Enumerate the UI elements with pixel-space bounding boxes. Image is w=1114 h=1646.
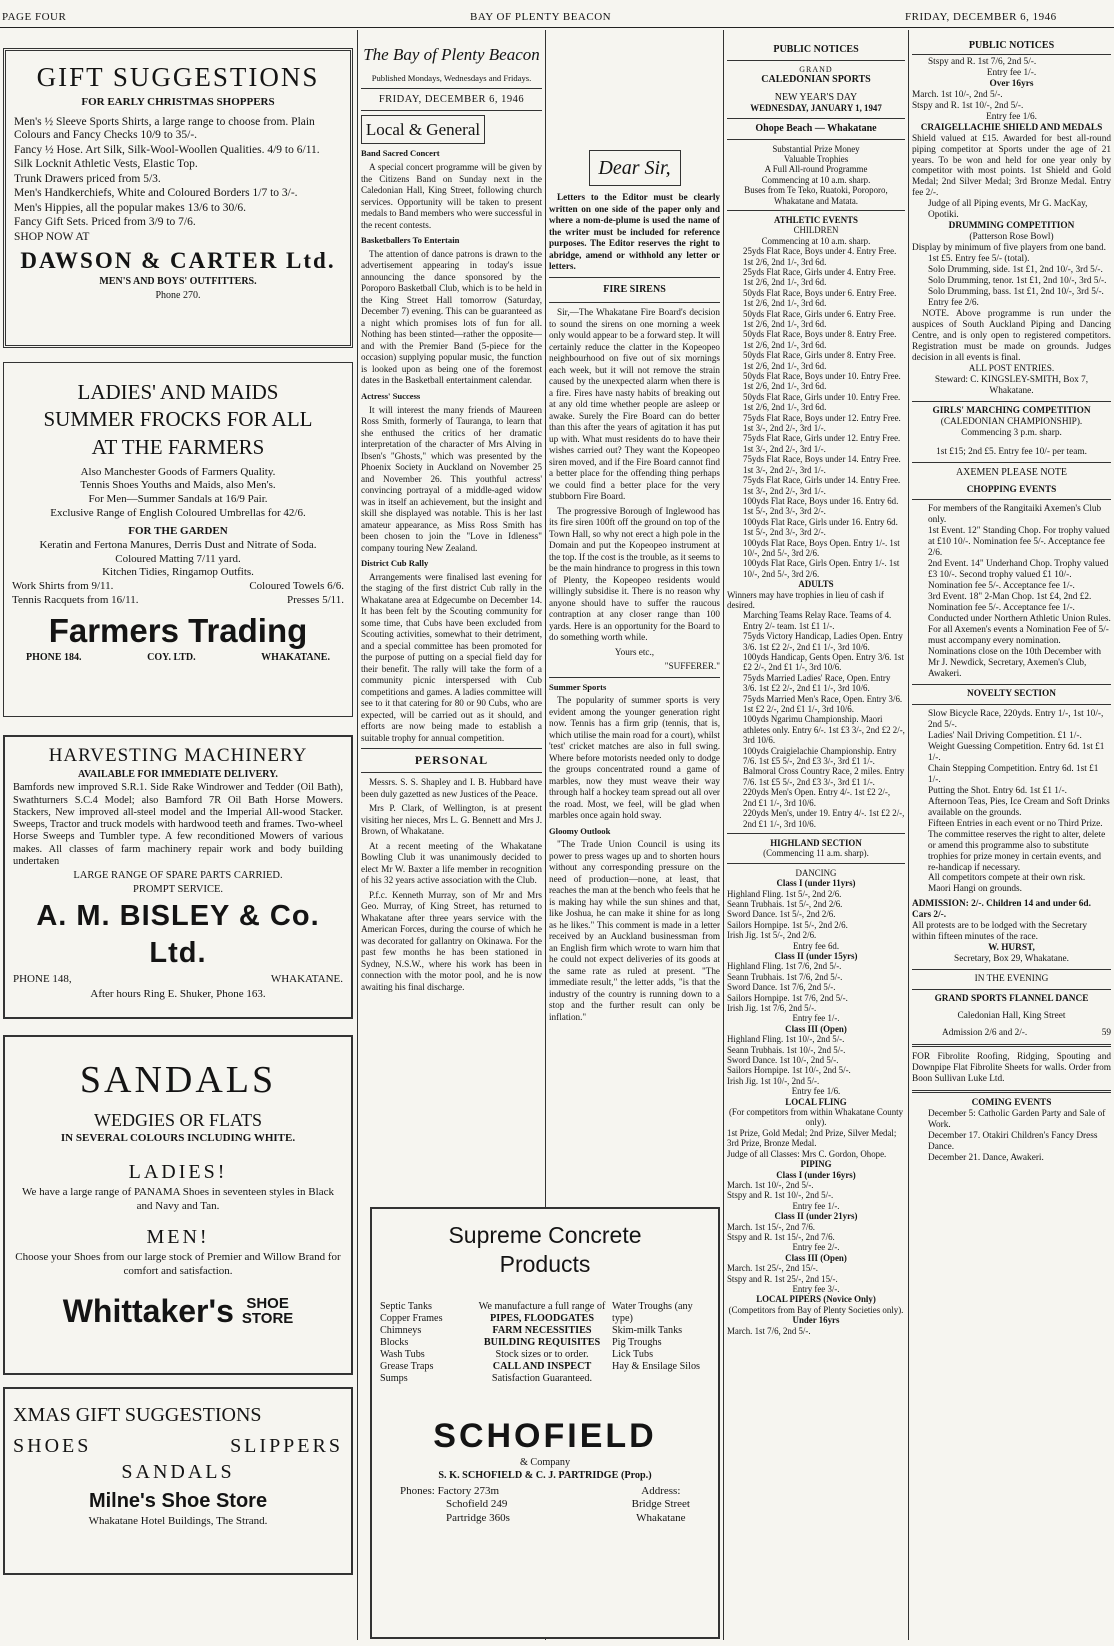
ad-line: Work Shirts from 9/11. [12, 579, 114, 592]
event-line: 50yds Flat Race, Girls under 6. Entry Free. 1st 2/6, 2nd 1/-, 3rd 6d. [743, 308, 896, 330]
section-title: PUBLIC NOTICES [773, 44, 859, 55]
page-header [0, 0, 1114, 28]
event-line: 75yds Married Men's Race, Open. Entry 3/6. 1st £2 2/-, 2nd £1 1/-, 3rd 10/6. [743, 693, 903, 715]
ad-line: PROMPT SERVICE. [133, 884, 223, 896]
ad-firm-sub: MEN'S AND BOYS' OUTFITTERS. [99, 276, 257, 288]
ad-address: Whakatane Hotel Buildings, The Strand. [88, 1515, 268, 1527]
article-heading: Band Sacred Concert [361, 148, 440, 159]
event-line: (For competitors from within Whakatane County only). [728, 1107, 904, 1128]
event-line: Sailors Hornpipe. 1st 7/6, 2nd 5/-. [727, 992, 848, 1003]
article-body: Arrangements were finalised last evening for the staging of the first district Cub rally in the Whakatane area at Edgecumbe on December 14. It has been felt by the Scouting community for some time, that Cubs have been excluded from Scouting activities, somewhat to their detriment, and a special committee has been promoted for the purpose of putting on a special field day for their benefit. The rally will take the form of a community picnic interspersed with Cub competitions and games. A ladies committee will see to it that catering for 80 or 90 Cubs, who are expected, will be carried out as it should, and efforts are now being made to establish a suitable trophy for annual competition. [361, 571, 542, 743]
event-line: Entry fee 6d. [792, 940, 840, 951]
section-title: Local & General [365, 120, 481, 140]
letters-policy: Letters to the Editor must be clearly written on one side of the paper only and where a nom-de-plume is used the name of the writer must be included for reference purposes. The Editor reserves the right to abridge, amend or withhold any letter or letters. [549, 192, 720, 271]
ad-item: Stock sizes or to order. [495, 1348, 589, 1360]
ad-line: SHOP NOW AT [14, 231, 90, 243]
article-body: It will interest the many friends of Maureen Ross Smith, formerly of Tauranga, to learn that she enthused the critics of her dramatic interpretation of the character of Mrs Alving in Ibsen's "Ghosts," which was presented by the Phoenix Society in Auckland on November 25 and November 26. This youthful actress' convincing portrayal of a middle-aged widow was in itself an achievement, but the insight and skill she displayed was notable. This is her last amateur appearance, as Miss Ross Smith has been chosen to join the "Love in Idleness" company touring New Zealand. [361, 404, 542, 553]
notice-line: Commencing at 10 a.m. sharp. [761, 235, 871, 246]
event-line: 3rd Event. 18" 2-Man Chop. 1st £4, 2nd £2. Nomination fee 5/-. Acceptance fee 1/-. [928, 592, 1092, 614]
notice-subhead: NOVELTY SECTION [967, 688, 1056, 699]
notice-line: All protests are to be lodged with the Secretary within fifteen minutes of the race. [912, 921, 1088, 943]
event-line: March. 1st 10/-, 2nd 5/-. [912, 89, 1003, 100]
event-line: Entry fee 3/-. [792, 1283, 840, 1294]
ad-town: WHAKATANE. [261, 652, 330, 664]
notice-line: (CALEDONIAN CHAMPIONSHIP). [940, 416, 1083, 427]
ad-list [14, 116, 342, 245]
notice-line: A Full All-round Programme [764, 164, 868, 175]
ad-item: Pig Troughs [612, 1336, 662, 1348]
issue-date-line: FRIDAY, DECEMBER 6, 1946 [378, 93, 525, 105]
letter-signoff: Yours etc., [614, 646, 655, 657]
class-heading: Over 16yrs [989, 78, 1034, 89]
event-line: Seann Trubhais. 1st 7/6, 2nd 5/-. [727, 971, 843, 982]
notice-line: GRAND [799, 64, 833, 74]
ad-line: For Men—Summer Sandals at 16/9 Pair. [88, 493, 268, 506]
section-title: PERSONAL [414, 753, 489, 768]
ad-heading: LADIES! [128, 1160, 228, 1183]
event-line: Seann Trubhais. 1st 10/-, 2nd 5/-. [727, 1044, 846, 1055]
notice-line: Buses from Te Teko, Ruatoki, Poroporo, Whakatane and Matata. [744, 185, 888, 206]
notice-line: Steward: C. KINGSLEY-SMITH, Box 7, Whakatane. [934, 374, 1089, 396]
ad-whittaker [3, 1035, 353, 1375]
ad-address: Whakatane [636, 1512, 686, 1525]
event-line: 2nd Event. 14" Underhand Chop. Trophy valued £3 10/-. Second trophy valued £1 10/-. Nomination fee 5/-. Acceptance fee 1/-. [928, 559, 1109, 592]
ad-title: SUMMER FROCKS FOR ALL [43, 407, 313, 432]
event-line: 1st Event. 12" Standing Chop. For trophy valued at £10 10/-. Nomination fee 5/-. Acceptance fee 2/6. [928, 526, 1110, 559]
public-notices-column [727, 44, 905, 1644]
notice-subhead: LOCAL PIPERS (Novice Only) [756, 1294, 876, 1305]
ad-subhead: FOR THE GARDEN [128, 525, 228, 538]
ad-line: IN SEVERAL COLOURS INCLUDING WHITE. [60, 1132, 296, 1144]
event-line: Ladies' Nail Driving Competition. £1 1/-. [928, 730, 1082, 741]
ad-firm: A. M. BISLEY & Co. Ltd. [36, 900, 320, 969]
event-line: Sailors Hornpipe. 1st 5/-, 2nd 2/6. [727, 919, 848, 930]
ad-address: Address: [641, 1484, 681, 1497]
ad-line: We have a large range of PANAMA Shoes in seventeen styles in Black and Navy and Tan. [22, 1185, 334, 1212]
event-line: All competitors compete at their own risk. [928, 873, 1086, 884]
column-rule [723, 30, 724, 1640]
event-line: March. 1st 15/-, 2nd 7/6. [727, 1221, 816, 1232]
class-heading: Class III (Open) [785, 1023, 847, 1034]
notice-subhead: LOCAL FLING [785, 1096, 847, 1107]
ad-item: CALL AND INSPECT [492, 1360, 592, 1372]
advertisement-column [3, 48, 353, 1643]
event-line: Highland Fling. 1st 5/-, 2nd 2/6. [727, 888, 842, 899]
event-line: Entry fee 1/-. [792, 1200, 840, 1211]
ad-item: Hay & Ensilage Silos [612, 1360, 701, 1372]
event-line: Conducted under Northern Athletic Union Rules. [928, 614, 1111, 625]
event-line: Solo Drumming, bass. 1st £1, 2nd 10/-, 3rd 5/-. Entry fee 2/6. [928, 287, 1104, 309]
notice-line: NEW YEAR'S DAY [774, 91, 858, 103]
ad-item: Water Troughs (any type) [612, 1300, 693, 1324]
ad-milne [3, 1387, 353, 1575]
event-line: 100yds Flat Race, Boys under 16. Entry 6d. 1st 5/-, 2nd 3/-, 3rd 2/-. [743, 495, 899, 517]
ad-line: Fancy Gift Sets. Priced from 3/9 to 7/6. [14, 216, 196, 229]
article-heading: Summer Sports [549, 681, 607, 692]
event-line: Irish Jig. 1st 10/-, 2nd 5/-. [727, 1075, 820, 1086]
event-line: Stspy and R. 1st 15/-, 2nd 7/6. [727, 1231, 835, 1242]
ad-firm: DAWSON & CARTER Ltd. [20, 247, 336, 273]
article-body: The popularity of summer sports is very evident among the younger generation right now. Tennis has a firm grip (tennis, that is, which utilise the main road for a court), whilst 'test' cricket matches are also in full swing. Where before motorists needed only to dodge the groups concentrated round a game of marbles, now they must weave their way through half a hockey team spread out all over the road. Most, we feel, will be glad when marbles once again hold sway. [549, 695, 720, 821]
event-line: 1st Prize, Gold Medal; 2nd Prize, Silver Medal; 3rd Prize, Bronze Medal. [727, 1127, 897, 1149]
ad-dawson-carter [3, 48, 353, 348]
event-line: Highland Fling. 1st 7/6, 2nd 5/-. [727, 961, 842, 972]
event-line: Sword Dance. 1st 10/-, 2nd 5/-. [727, 1055, 839, 1066]
class-heading: Class I (under 11yrs) [776, 878, 856, 889]
notice-line: Caledonian Hall, King Street [957, 1011, 1066, 1022]
ad-phone: Schofield 249 [446, 1498, 508, 1511]
notice-number: 59 [1101, 1028, 1111, 1039]
notice-line: (Patterson Rose Bowl) [969, 232, 1054, 243]
ad-title: GIFT SUGGESTIONS [36, 62, 320, 92]
notice-body: FOR Fibrolite Roofing, Ridging, Spouting and Downpipe Flat Fibrolite Sheets for walls. Order from Boon Sullivan Luke Ltd. [912, 1052, 1111, 1085]
notice-subhead: DRUMMING COMPETITION [948, 221, 1075, 232]
notice-line: IN THE EVENING [974, 974, 1049, 985]
class-heading: Class II (under 15yrs) [774, 950, 858, 961]
event-line: Entry fee 1/-. [792, 1013, 840, 1024]
letter-body: Sir,—The Whakatane Fire Board's decision to sound the sirens on one morning a week only would appear to be a forward step. It will certainly reduce the clatter in the Kopeopeo neighbourhood on five out of six mornings each week, but it will not remove the strain caused by the unexpected alarm when there is a fire. Fires have nasty habits of breaking out at any old time whether people are asleep or awake. Surely the Fire Board can do better than this after the years of agitation it has put up with. What must residents do to have their wishes carried out? They want the Kopeopeo siren moved, and if the Fire Board cannot find a better place for the offending thing perhaps we could find a better place for the very stubborn Fire Board. [549, 307, 720, 501]
ad-item: BUILDING REQUISITES [483, 1336, 601, 1348]
ad-item: Sumps [380, 1372, 408, 1384]
ad-proprietors: S. K. SCHOFIELD & C. J. PARTRIDGE (Prop.) [438, 1469, 652, 1481]
event-line: Stspy and R. 1st 7/6, 2nd 5/-. [928, 56, 1037, 67]
event-line: 25yds Flat Race, Boys under 4. Entry Free. 1st 2/6, 2nd 1/-, 3rd 6d. [743, 246, 897, 267]
notice-line: Valuable Trophies [783, 153, 849, 164]
notice-subhead: CRAIGELLACHIE SHIELD AND MEDALS [920, 122, 1103, 133]
ad-phone: PHONE 148, [13, 972, 72, 985]
ad-line: Exclusive Range of English Coloured Umbrellas for 42/6. [50, 506, 306, 519]
ad-item: FARM NECESSITIES [492, 1324, 592, 1336]
ad-item: Wash Tubs [380, 1348, 425, 1360]
event-line: For members of the Rangitaiki Axemen's Club only. [928, 504, 1102, 526]
notice-line: Admission 2/6 and 2/-. [942, 1028, 1028, 1039]
article-body: P.f.c. Kenneth Murray, son of Mr and Mrs Geo. Murray, of King Street, has returned to Whakatane after three years service with the American Forces, during the course of which he was decorated for gallantry on Okinawa. For the past few months he has been stationed in Sydney, N.S.W., where his work has been in connection with the motor pool, and he is now awaiting his final discharge. [361, 889, 542, 992]
article-body: The attention of dance patrons is drawn to the advertisement appearing in today's issue announcing the dance sponsored by the Poroporo Basketball Club, which is to be held in the King Street Hall tomorrow (Saturday, December 7) evening. This can be guaranteed as a night which promises lots of fun for all. Nothing has been stinted—rather the opposite—and with the Premier Band (5-piece for the occasion) supplying popular music, the function is looked upon as being one of the foremost dates in the Basketball entertainment calendar. [361, 248, 542, 386]
event-line: Entry fee 1/6. [986, 111, 1037, 122]
ad-subtitle: WEDGIES OR FLATS [93, 1109, 262, 1130]
event-line: 100yds Flat Race, Girls Open. Entry 1/-. 1st 10/-, 2nd 5/-, 3rd 2/6. [743, 558, 900, 579]
event-line: Stspy and R. 1st 10/-, 2nd 5/-. [727, 1190, 834, 1201]
event-line: Seann Trubhais. 1st 5/-, 2nd 2/6. [727, 898, 843, 909]
ad-title: AT THE FARMERS [91, 434, 265, 459]
article-heading: Gloomy Outlook [549, 825, 611, 836]
notice-date: WEDNESDAY, JANUARY 1, 1947 [750, 103, 882, 114]
event-line: Sword Dance. 1st 7/6, 2nd 5/-. [727, 982, 836, 993]
dear-sir-heading: Dear Sir, [598, 156, 671, 179]
ad-line: Tennis Racquets from 16/11. [12, 593, 139, 606]
ad-line: Trunk Drawers priced from 5/3. [14, 172, 161, 185]
event-line: Slow Bicycle Race, 220yds. Entry 1/-, 1st 10/-, 2nd 5/-. [928, 708, 1104, 730]
masthead: The Bay of Plenty Beacon [363, 45, 540, 64]
class-heading: Class I (under 16yrs) [776, 1169, 856, 1180]
notice-line: Commencing at 10 a.m. sharp. [761, 174, 871, 185]
event-line: 100yds Handicap, Gents Open. Entry 3/6. 1st £2 2/-, 2nd £1 1/-, 3rd 10/6. [743, 652, 904, 673]
event-line: 75yds Flat Race, Girls under 12. Entry Free. 1st 3/-, 2nd 2/-, 3rd 1/-. [743, 433, 901, 454]
article-body: "The Trade Union Council is using its power to press wages up and to shorten hours without any corresponding pressure on the need of production—none, at least, that reaches the man at the bench who feels that he is making hay while the sun shines and that, like Joshua, he can make it shine for as long as he likes." This comment is made in a letter received by an Auckland businessman from an English firm which wrote to warn him that he could not expect deliveries of its goods at the same rate as ruled at present. "The immediate result," the letter adds, "is that the industry of the country is running down to a stop and the further result can only be inflation." [549, 839, 720, 1022]
ad-phone: Phone 270. [155, 289, 201, 301]
event-line: December 5: Catholic Garden Party and Sale of Work. [928, 1108, 1106, 1130]
notice-line: Commencing 3 p.m. sharp. [961, 427, 1062, 438]
ad-line: Coloured Towels 6/6. [249, 579, 344, 592]
letter-body: The progressive Borough of Inglewood has its fire siren 100ft off the ground on top of the Town Hall, so why not erect a high pole in the Domain and put the Kopeopeo instrument at the top. If the cost is the trouble, as it seems to be the main hindrance to progress in this town of Plenty, the Kopeopeo residents would willingly subsidise it. There is no reason why anyone should have to suffer the raucous contraption at any closer range than 100 yards. Here is an opportunity for the Board to do something worth while. [549, 505, 720, 642]
publication-days: Published Mondays, Wednesdays and Fridays. [371, 73, 532, 84]
event-line: Marching Teams Relay Race. Teams of 4. Entry 2/- team. 1st £1 1/-. [743, 610, 892, 631]
ad-line: Silk Locknit Athletic Vests, Elastic Top. [14, 158, 198, 171]
ad-item: Septic Tanks [380, 1300, 433, 1312]
event-line: Maori Hangi on grounds. [928, 884, 1022, 895]
event-line: 100yds Flat Race, Boys Open. Entry 1/-. 1st 10/-, 2nd 5/-, 3rd 2/6. [743, 537, 900, 558]
ad-phone: Partridge 360s [446, 1512, 510, 1525]
article-body: Messrs. S. S. Shapley and I. B. Hubbard have been duly gazetted as new Justices of the Peace. [361, 777, 542, 799]
ad-bisley [3, 735, 353, 1019]
notice-location: Ohope Beach — Whakatane [755, 122, 877, 134]
event-line: December 21. Dance, Awakeri. [928, 1152, 1044, 1163]
event-line: March. 1st 10/-, 2nd 5/-. [727, 1179, 814, 1190]
column-rule [357, 30, 358, 1640]
ad-item: Chimneys [380, 1324, 422, 1336]
ad-title: SANDALS [79, 1059, 277, 1101]
notice-line: Winners may have trophies in lieu of cash if desired. [727, 589, 884, 610]
event-line: 220yds Men's, under 19. Entry 4/-. 1st £2 2/-, 2nd £1 1/-, 3rd 10/6. [743, 808, 905, 829]
notice-title: CALEDONIAN SPORTS [761, 74, 871, 86]
event-line: Weight Guessing Competition. Entry 6d. 1st £1 1/-. [928, 741, 1105, 763]
event-line: Entry fee 1/-. [986, 67, 1037, 78]
letter-heading: FIRE SIRENS [603, 283, 666, 295]
ad-line: Choose your Shoes from our large stock of Premier and Willow Brand for comfort and satisfaction. [15, 1251, 341, 1277]
event-line: 75yds Married Ladies' Race, Open. Entry 3/6. 1st £2 2/-, 2nd £1 1/-, 3rd 10/6. [743, 672, 891, 694]
event-line: 220yds Men's Open. Entry 4/-. 1st £2 2/-, 2nd £1 1/-, 3rd 10/6. [743, 787, 891, 808]
event-line: 50yds Flat Race, Boys under 8. Entry Free. 1st 2/6, 2nd 1/-, 3rd 6d. [743, 329, 897, 350]
event-line: (Competitors from Bay of Plenty Societies only). [728, 1304, 904, 1315]
ad-address: Bridge Street [631, 1498, 690, 1511]
ad-title: XMAS GIFT SUGGESTIONS [13, 1404, 262, 1426]
article-body: A special concert programme will be given by the Citizens Band on Sunday next in the Caledonian Hall, King Street, following church services. Opportunity will be taken to present medals to Band members who were successful in the recent contests. [361, 162, 542, 230]
notice-subhead: PIPING [800, 1159, 832, 1170]
event-line: Entry fee 1/6. [791, 1086, 841, 1097]
event-line: 50yds Flat Race, Boys under 10. Entry Free. 1st 2/6, 2nd 1/-, 3rd 6d. [743, 371, 901, 392]
notice-line: Substantial Prize Money [772, 143, 860, 154]
ad-line: SHOES [13, 1435, 92, 1457]
ad-firm-sub: & Company [519, 1457, 571, 1469]
ad-town: WHAKATANE. [270, 972, 343, 985]
event-line: 75yds Flat Race, Girls under 14. Entry Free. 1st 3/-, 2nd 2/-, 3rd 1/-. [743, 475, 901, 496]
letters-column [549, 150, 720, 1200]
ad-line: Coloured Matting 7/11 yard. [115, 552, 241, 565]
ad-item: Copper Frames [380, 1312, 443, 1324]
event-line: Sword Dance. 1st 5/-, 2nd 2/6. [727, 909, 836, 920]
event-line: Afternoon Teas, Pies, Ice Cream and Soft Drinks available on the grounds. [928, 796, 1110, 818]
letter-signature: "SUFFERER." [664, 661, 720, 671]
event-line: 50yds Flat Race, Boys under 6. Entry Free. 1st 2/6, 2nd 1/-, 3rd 6d. [743, 287, 897, 309]
event-line: Balmoral Cross Country Race, 2 miles. Entry 7/6. 1st £5 5/-, 2nd £3 3/-, 3rd £1 1/-. [743, 766, 905, 787]
ad-farmers [3, 362, 353, 717]
event-line: 50yds Flat Race, Girls under 8. Entry Free. 1st 2/6, 2nd 1/-, 3rd 6d. [743, 350, 896, 371]
ad-title: HARVESTING MACHINERY [48, 745, 308, 766]
page-number: PAGE FOUR [2, 11, 67, 23]
event-line: December 17. Otakiri Children's Fancy Dress Dance. [928, 1130, 1098, 1152]
ad-line: After hours Ring E. Shuker, Phone 163. [90, 987, 266, 1000]
ad-line: Kitchen Tidies, Ringamop Outfits. [102, 566, 254, 579]
notice-subhead: COMING EVENTS [971, 1098, 1052, 1108]
ad-title: Supreme Concrete [448, 1222, 642, 1248]
event-line: Judge of all Classes: Mrs C. Gordon, Ohope. [727, 1148, 887, 1159]
event-line: Putting the Shot. Entry 6d. 1st £1 1/-. [928, 785, 1067, 796]
ad-heading: MEN! [146, 1226, 210, 1249]
issue-date: FRIDAY, DECEMBER 6, 1946 [905, 11, 1057, 23]
event-line: Solo Drumming, side. 1st £1, 2nd 10/-, 3rd 5/-. [928, 265, 1103, 276]
article-body: Mrs P. Clark, of Wellington, is at present visiting her nieces, Mrs L. G. Bennett and Mrs J. Brown, of Whakatane. [361, 803, 542, 837]
ad-line: Men's Hippies, all the popular makes 13/6 to 30/6. [14, 201, 247, 214]
article-heading: District Cub Rally [361, 558, 429, 569]
event-line: 25yds Flat Race, Girls under 4. Entry Free. 1st 2/6, 2nd 1/-, 3rd 6d. [743, 266, 896, 288]
section-title: PUBLIC NOTICES [968, 40, 1055, 51]
ad-item: Skim-milk Tanks [612, 1324, 683, 1336]
notice-signature: W. HURST, [988, 943, 1035, 954]
event-line: 100yds Ngarimu Championship. Maori athletes only. Entry 6/-. 1st £3 3/-, 2nd £2 2/-, 3rd 10/6. [743, 714, 905, 746]
notice-line: Judge of all Piping events, Mr G. MacKay, Opotiki. [928, 199, 1088, 221]
public-notices-column-2 [912, 40, 1111, 1643]
ad-line: Tennis Shoes Youths and Maids, also Men's. [80, 479, 276, 492]
ad-body: Bamfords new improved S.R.1. Side Rake Windrower and Tedder (Oil Bath), Swathturners S.C.4 Model; also Bamford 7R Oil Bath Horse Mowers. Stackers, New improved all-steel model and the Imperial All-wood Stacker. Sweeps, Tractor and truck models with hardwood teeth and frames. Two-wheel Horse Sweeps and Tumbler type. A few reconditioned Mowers of various makes. All classes of farm machinery repair work and body building undertaken [13, 782, 343, 867]
event-line: Sailors Hornpipe. 1st 10/-, 2nd 5/-. [727, 1065, 851, 1076]
ad-line: Presses 5/11. [286, 593, 344, 606]
ad-item: Lick Tubs [612, 1348, 654, 1360]
notice-body: NOTE. Above programme is run under the auspices of South Auckland Piping and Dancing Centre, and is only open to registered competitors. Registration must be made on grounds. Judges decision in all events is final. [912, 309, 1111, 363]
ad-firm: Milne's Shoe Store [88, 1490, 268, 1512]
ad-schofield-concrete [370, 1207, 720, 1639]
event-line: Irish Jig. 1st 5/-, 2nd 2/6. [727, 930, 817, 941]
event-line: Irish Jig. 1st 7/6, 2nd 5/-. [727, 1003, 817, 1014]
ad-firm-sub: STORE [241, 1309, 294, 1327]
ad-line: SANDALS [121, 1461, 235, 1483]
notice-body: Shield valued at £15. Awarded for best all-round piping competitor at Sports under the age of 21 years. To be won and held for one year only by competitor with most points. 1st Shield and Gold Medal; 2nd Silver Medal; 3rd Bronze Medal. Entry fee 2/-. [912, 133, 1111, 199]
notice-line: (Commencing 11 a.m. sharp). [763, 848, 869, 859]
ad-coy: COY. LTD. [147, 652, 196, 664]
ad-item: Blocks [380, 1336, 409, 1348]
ad-line: Keratin and Fertona Manures, Derris Dust and Nitrate of Soda. [39, 538, 317, 551]
event-line: March. 1st 25/-, 2nd 15/-. [727, 1263, 818, 1274]
ad-item: Grease Traps [380, 1360, 434, 1372]
notice-line: Secretary, Box 29, Whakatane. [954, 954, 1069, 965]
event-line: Entry fee 2/-. [792, 1242, 840, 1253]
event-line: 75yds Flat Race, Boys under 12. Entry Free. 1st 3/-, 2nd 2/-, 3rd 1/-. [743, 412, 901, 434]
notice-subhead: CHOPPING EVENTS [966, 484, 1057, 495]
notice-line: ALL POST ENTRIES. [968, 363, 1055, 374]
ad-item: PIPES, FLOODGATES [490, 1312, 594, 1324]
ad-subtitle: FOR EARLY CHRISTMAS SHOPPERS [81, 95, 275, 108]
notice-subhead: HIGHLAND SECTION [770, 837, 862, 848]
ad-line: LARGE RANGE OF SPARE PARTS CARRIED. [73, 870, 283, 882]
notice-line: ADMISSION: 2/-. Children 14 and under 6d. Cars 2/-. [912, 899, 1091, 921]
event-line: Highland Fling. 1st 10/-, 2nd 5/-. [727, 1034, 845, 1045]
class-heading: Class II (under 21yrs) [774, 1211, 858, 1222]
event-line: 100yds Flat Race, Girls under 16. Entry 6d. 1st 5/-, 2nd 3/-, 3rd 2/-. [743, 516, 898, 538]
column-rule [908, 30, 909, 1640]
notice-subhead: GRAND SPORTS FLANNEL DANCE [934, 994, 1089, 1005]
ad-phone: Phones: Factory 273m [400, 1484, 499, 1497]
article-heading: Actress' Success [361, 390, 421, 401]
ad-line: Also Manchester Goods of Farmers Quality. [80, 465, 276, 478]
ad-firm: Farmers Trading [48, 612, 308, 650]
event-line: Solo Drumming, tenor. 1st £1, 2nd 10/-, 3rd 5/-. [928, 276, 1107, 287]
notice-subhead: ADULTS [798, 579, 834, 590]
ad-phone: PHONE 184. [26, 652, 82, 664]
notice-subhead: ATHLETIC EVENTS [774, 214, 858, 225]
event-line: 75yds Flat Race, Boys under 14. Entry Free. 1st 3/-, 2nd 2/-, 3rd 1/-. [743, 454, 901, 475]
local-general-articles [361, 148, 542, 993]
ad-line: Men's ½ Sleeve Sports Shirts, a large range to choose from. Plain Colours and Fancy Checks 10/9 to 35/-. [14, 115, 315, 142]
event-line: Chain Stepping Competition. Entry 6d. 1st £1 1/-. [928, 763, 1099, 785]
event-line: 100yds Craigielachie Championship. Entry 7/6. 1st £5 5/-, 2nd £3 3/-, 3rd £1 1/-. [743, 745, 897, 767]
ad-item: Satisfaction Guaranteed. [491, 1372, 593, 1384]
ad-line: SLIPPERS [230, 1435, 343, 1457]
article-heading: Basketballers To Entertain [361, 235, 460, 246]
ad-firm: Whittaker's [62, 1292, 234, 1329]
event-line: Fifteen Entries in each event or no Third Prize. [928, 818, 1103, 829]
notice-subhead: AXEMEN PLEASE NOTE [955, 466, 1068, 478]
event-line: 50yds Flat Race, Girls under 10. Entry Free. 1st 2/6, 2nd 1/-, 3rd 6d. [743, 391, 901, 413]
event-line: March. 1st 7/6, 2nd 5/-. [727, 1325, 811, 1336]
notice-subhead: DANCING [795, 867, 837, 878]
event-line: 1st £5. Entry fee 5/- (total). [928, 254, 1030, 265]
ad-firm: SCHOFIELD [433, 1416, 657, 1455]
event-line: Stspy and R. 1st 25/-, 2nd 15/-. [727, 1273, 838, 1284]
ad-title: LADIES' AND MAIDS [77, 380, 279, 404]
ad-title: Products [499, 1250, 591, 1277]
ad-line: Men's Handkerchiefs, White and Coloured Borders 1/7 to 3/-. [14, 187, 298, 200]
class-heading: Class III (Open) [785, 1252, 847, 1263]
event-line: Stspy and R. 1st 10/-, 2nd 5/-. [912, 100, 1024, 111]
notice-subhead: GIRLS' MARCHING COMPETITION [932, 405, 1091, 416]
ad-item: We manufacture a full range of [478, 1300, 606, 1312]
class-heading: Under 16yrs [792, 1315, 840, 1326]
notice-subhead: CHILDREN [793, 225, 839, 236]
ad-firm-sub: SHOE [246, 1294, 289, 1312]
notice-line: 1st £15; 2nd £5. Entry fee 10/- per team. [936, 446, 1087, 457]
ad-subtitle: AVAILABLE FOR IMMEDIATE DELIVERY. [78, 768, 278, 780]
event-line: 75yds Victory Handicap, Ladies Open. Entry 3/6. 1st £2 2/-, 2nd £1 1/-, 3rd 10/6. [743, 631, 903, 652]
event-line: For all Axemen's events a Nomination Fee of 5/- must accompany every nomination. Nominations close on the 10th December with Mr J. Newdick, Secretary, Axemen's Club, Awakeri. [928, 625, 1109, 679]
article-body: At a recent meeting of the Whakatane Bowling Club it was unanimously decided to elect Mr W. Baxter a life member in recognition of his 32 years active association with the Club. [361, 840, 542, 886]
paper-name: BAY OF PLENTY BEACON [470, 11, 612, 23]
event-line: Display by minimum of five players from one band. [912, 243, 1106, 254]
event-line: The committee reserves the right to alter, delete or amend this programme also to substitute trophies for prize money in certain events, and re-handicap if necessary. [928, 829, 1106, 873]
ad-line: Fancy ½ Hose. Art Silk, Silk-Wool-Woollen Qualities. 4/9 to 6/11. [14, 143, 320, 156]
